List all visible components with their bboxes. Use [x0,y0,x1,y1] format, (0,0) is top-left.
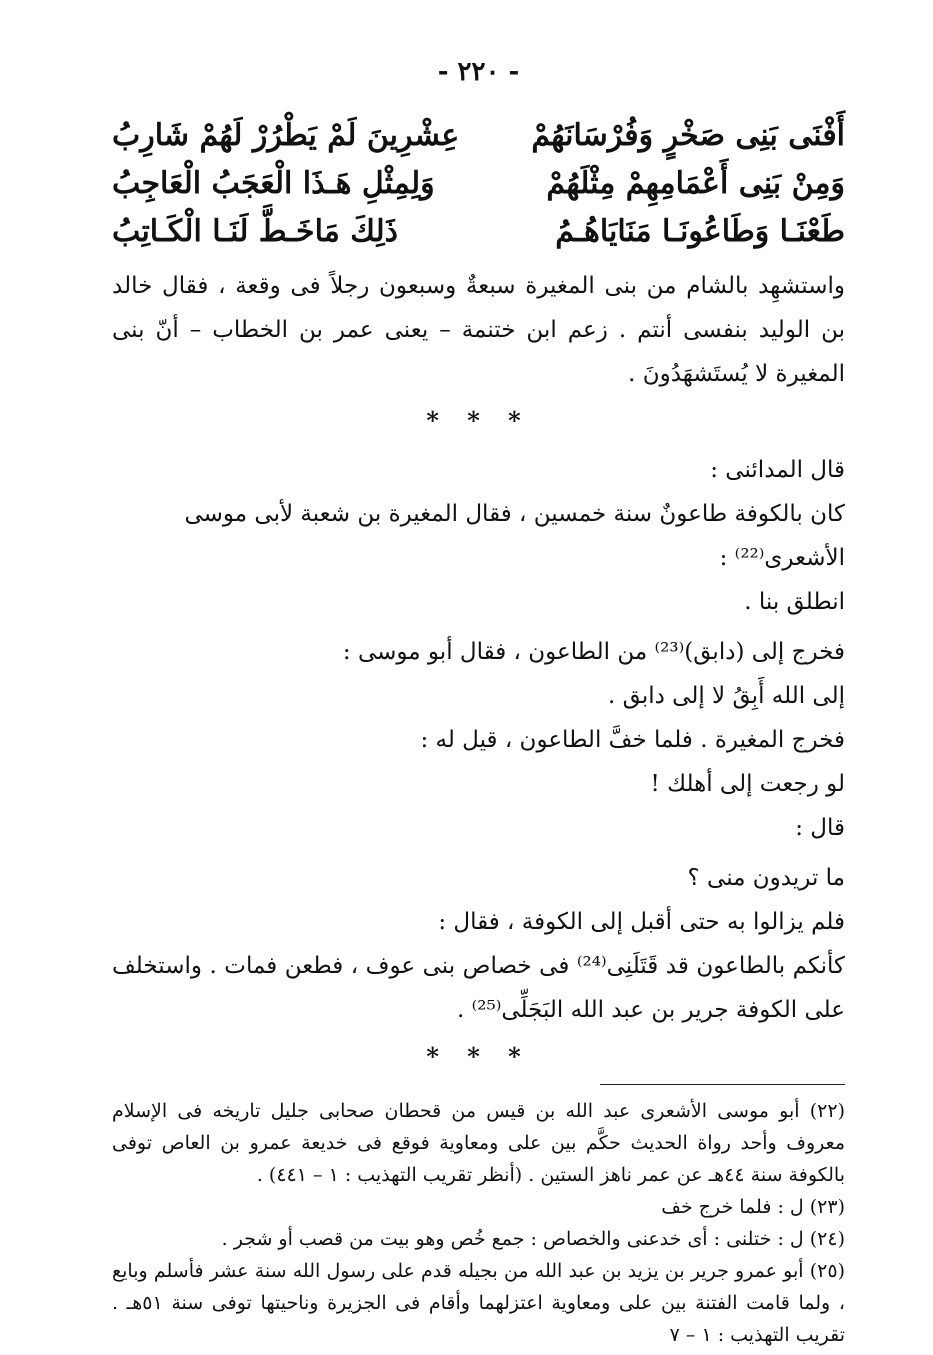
verse-first-hemistich: طَعْنَـا وَطَاعُونَـا مَنَايَاهُـمُ [555,214,845,249]
footnotes [112,1095,845,1351]
verse-first-hemistich: أَفْنَى بَنِى صَخْرٍ وَفُرْسَانَهُمْ [531,118,845,153]
verse-second-hemistich: ذَلِكَ مَاخَـطَّ لَنَـا الْكَـاتِبُ [112,214,399,249]
footnote-22: (٢٢) أبو موسى الأشعرى عبد الله بن قيس من قحطان صحابى جليل تاريخه فى الإسلام معروف وأحد رواة الحديث حكَّم بين على ومعاوية فوقع فى خديعة عمرو بن العاص توفى بالكوفة سنة ٤٤هـ عن عمر ناهز الستين . (أنظر تقريب التهذيب : ١ – ٤٤١) . [112,1100,845,1186]
poem [112,112,845,256]
text-line: انطلق بنا . [744,589,845,615]
text-line: فخرج إلى (دابق)⁽²³⁾ من الطاعون ، فقال أبو موسى : [342,639,845,665]
page-number: - ٢٢٠ - [437,57,520,87]
poem-verse [112,160,845,208]
footnote-23: (٢٣) ل : فلما خرج خف [661,1196,845,1218]
text-line: كان بالكوفة طاعونٌ سنة خمسين ، فقال المغيرة بن شعبة لأبى موسى الأشعرى⁽²²⁾ : [184,501,845,571]
text-line: فخرج المغيرة . فلما خفَّ الطاعون ، قيل له : [420,727,845,753]
paragraph-martyrs: واستشهِد بالشام من بنى المغيرة سبعةٌ وسبعون رجلاً فى وقعة ، فقال خالد بن الوليد بنفسى أنتم . زعم ابن ختنمة – يعنى عمر بن الخطاب – أنّ بنى المغيرة لا يُستَشهَدُونَ . [112,273,845,387]
verse-second-hemistich: وَلِمِثْلِ هَـذَا الْعَجَبُ الْعَاجِبُ [112,166,435,201]
paragraph-plague-death: كأنكم بالطاعون قد قَتَلَنِى⁽²⁴⁾ فى خصاص بنى عوف ، فطعن فمات . واستخلف على الكوفة جرير بن عبد الله البَجَلِّى⁽²⁵⁾ . [112,953,846,1023]
text-line: إلى الله أَبِقُ لا إلى دابق . [608,683,845,709]
verse-second-hemistich: عِشْرِينَ لَمْ يَطْرُرْ لَهُمْ شَارِبُ [112,118,460,153]
section-separator: * * * [426,406,531,435]
footnote-divider [600,1084,845,1085]
poem-verse [112,112,845,160]
footnote-25: (٢٥) أبو عمرو جرير بن يزيد بن عبد الله من بجيله قدم على رسول الله سنة عشر فأسلم وبايع ، ولما قامت الفتنة بين على ومعاوية اعتزلهما وأقام فى الجزيرة وناحيتها توفى سنة ٥١هـ . تقريب التهذيب : ١ – ٧ [112,1260,845,1346]
text-line: قال المدائنى : [710,457,845,483]
text-line: لو رجعت إلى أهلك ! [650,771,845,797]
verse-first-hemistich: وَمِنْ بَنِى أَعْمَامِهِمْ مِثْلَهُمْ [546,166,845,201]
footnote-24: (٢٤) ل : ختلنى : أى خدعنى والخصاص : جمع خُص وهو بيت من قصب أو شجر . [221,1228,845,1250]
text-line: فلم يزالوا به حتى أقبل إلى الكوفة ، فقال : [438,909,845,935]
text-line: ما تريدون منى ؟ [687,865,845,891]
poem-verse [112,208,845,256]
section-separator: * * * [426,1042,531,1071]
text-line: قال : [795,815,845,841]
